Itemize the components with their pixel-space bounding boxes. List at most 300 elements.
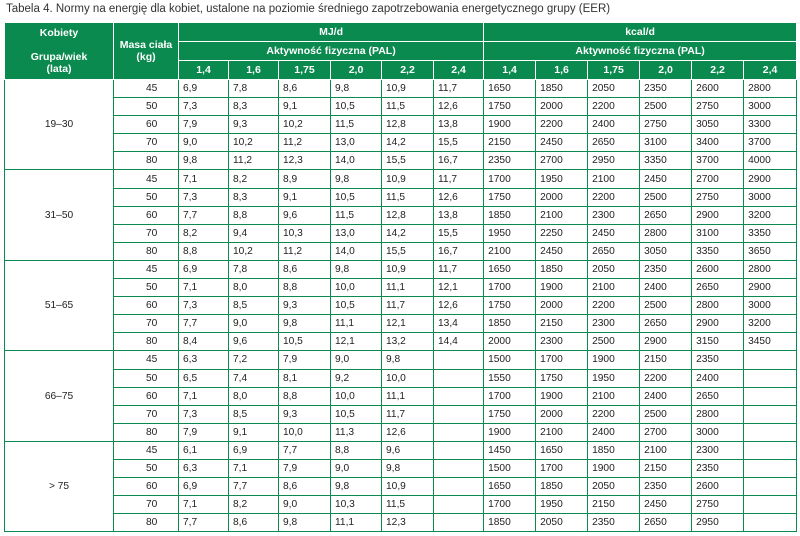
- mj-value-cell: 11,7: [382, 405, 434, 423]
- kcal-value-cell: 3000: [744, 188, 797, 206]
- kcal-value-cell: 2900: [640, 333, 692, 351]
- mj-value-cell: 16,7: [434, 152, 484, 170]
- mj-value-cell: 11,5: [382, 98, 434, 116]
- header-mass-line2: (kg): [136, 51, 156, 63]
- table-row: [5, 351, 797, 369]
- kcal-value-cell: 1950: [536, 170, 588, 188]
- body-mass-cell: 45: [114, 351, 179, 369]
- table-row: [5, 188, 797, 206]
- kcal-value-cell: 1750: [536, 369, 588, 387]
- mj-value-cell: 8,0: [229, 279, 279, 297]
- mj-value-cell: 9,6: [229, 333, 279, 351]
- kcal-value-cell: 1650: [536, 441, 588, 459]
- table-row: [5, 297, 797, 315]
- pal-level-header: 1,4: [484, 61, 536, 80]
- mj-value-cell: 7,4: [229, 369, 279, 387]
- mj-value-cell: 13,0: [331, 224, 382, 242]
- mj-value-cell: [434, 423, 484, 441]
- mj-value-cell: [434, 387, 484, 405]
- kcal-value-cell: 3400: [692, 134, 744, 152]
- mj-value-cell: 6,1: [179, 441, 229, 459]
- mj-value-cell: 10,0: [279, 423, 331, 441]
- pal-level-header: 1,6: [536, 61, 588, 80]
- kcal-value-cell: 2950: [692, 514, 744, 532]
- mj-value-cell: 10,3: [279, 224, 331, 242]
- table-body: [5, 80, 797, 532]
- header-age-line3: (lata): [46, 63, 72, 76]
- pal-level-header: 1,75: [588, 61, 640, 80]
- mj-value-cell: 9,3: [279, 405, 331, 423]
- kcal-value-cell: 2400: [588, 116, 640, 134]
- kcal-value-cell: 2800: [640, 224, 692, 242]
- mj-value-cell: 8,9: [279, 170, 331, 188]
- mj-value-cell: 8,6: [229, 514, 279, 532]
- pal-level-header: 2,4: [744, 61, 797, 80]
- kcal-value-cell: 1700: [484, 496, 536, 514]
- kcal-value-cell: 3200: [744, 206, 797, 224]
- kcal-value-cell: 2200: [536, 116, 588, 134]
- header-kcal: kcal/d: [484, 23, 797, 42]
- mj-value-cell: 8,2: [179, 224, 229, 242]
- table-row: [5, 206, 797, 224]
- mj-value-cell: 8,5: [229, 405, 279, 423]
- kcal-value-cell: 2300: [692, 441, 744, 459]
- kcal-value-cell: 1750: [484, 297, 536, 315]
- header-body-mass: [114, 23, 179, 80]
- kcal-value-cell: 2300: [536, 333, 588, 351]
- mj-value-cell: [434, 478, 484, 496]
- kcal-value-cell: 2000: [536, 297, 588, 315]
- kcal-value-cell: 2500: [640, 98, 692, 116]
- kcal-value-cell: [744, 459, 797, 477]
- kcal-value-cell: 3300: [744, 116, 797, 134]
- body-mass-cell: 60: [114, 387, 179, 405]
- mj-value-cell: 7,7: [179, 206, 229, 224]
- mj-value-cell: 7,7: [229, 478, 279, 496]
- table-row: [5, 260, 797, 278]
- mj-value-cell: 9,1: [229, 423, 279, 441]
- mj-value-cell: 10,5: [331, 297, 382, 315]
- kcal-value-cell: 2000: [484, 333, 536, 351]
- mj-value-cell: 7,9: [279, 351, 331, 369]
- kcal-value-cell: 2350: [640, 478, 692, 496]
- kcal-value-cell: 2400: [692, 369, 744, 387]
- kcal-value-cell: [744, 514, 797, 532]
- kcal-value-cell: 2800: [744, 260, 797, 278]
- kcal-value-cell: 3000: [744, 297, 797, 315]
- mj-value-cell: 12,3: [279, 152, 331, 170]
- mj-value-cell: 9,3: [279, 297, 331, 315]
- kcal-value-cell: 2200: [640, 369, 692, 387]
- mj-value-cell: 12,3: [382, 514, 434, 532]
- mj-value-cell: 12,1: [331, 333, 382, 351]
- kcal-value-cell: 2150: [536, 315, 588, 333]
- kcal-value-cell: 3100: [692, 224, 744, 242]
- body-mass-cell: 80: [114, 514, 179, 532]
- mj-value-cell: 10,3: [331, 496, 382, 514]
- mj-value-cell: 6,3: [179, 351, 229, 369]
- kcal-value-cell: 1900: [484, 116, 536, 134]
- mj-value-cell: 9,8: [331, 260, 382, 278]
- mj-value-cell: 12,6: [382, 423, 434, 441]
- kcal-value-cell: 3050: [640, 242, 692, 260]
- kcal-value-cell: 1850: [536, 260, 588, 278]
- kcal-value-cell: [744, 387, 797, 405]
- kcal-value-cell: 2600: [692, 478, 744, 496]
- mj-value-cell: 11,7: [434, 80, 484, 98]
- mj-value-cell: [434, 351, 484, 369]
- mj-value-cell: 12,1: [382, 315, 434, 333]
- kcal-value-cell: 1700: [484, 170, 536, 188]
- kcal-value-cell: 2750: [692, 496, 744, 514]
- body-mass-cell: 45: [114, 80, 179, 98]
- mj-value-cell: 8,4: [179, 333, 229, 351]
- mj-value-cell: 9,8: [382, 351, 434, 369]
- mj-value-cell: 9,8: [279, 315, 331, 333]
- mj-value-cell: 7,3: [179, 405, 229, 423]
- kcal-value-cell: 3700: [744, 134, 797, 152]
- body-mass-cell: 60: [114, 478, 179, 496]
- kcal-value-cell: 3000: [692, 423, 744, 441]
- mj-value-cell: 7,8: [229, 260, 279, 278]
- mj-value-cell: 7,3: [179, 188, 229, 206]
- mj-value-cell: 11,1: [331, 315, 382, 333]
- mj-value-cell: 9,0: [229, 315, 279, 333]
- mj-value-cell: 8,5: [229, 297, 279, 315]
- mj-value-cell: 6,9: [179, 478, 229, 496]
- pal-level-header: 2,0: [331, 61, 382, 80]
- table-row: [5, 514, 797, 532]
- mj-value-cell: 9,1: [279, 98, 331, 116]
- body-mass-cell: 70: [114, 224, 179, 242]
- mj-value-cell: 11,2: [279, 242, 331, 260]
- mj-value-cell: 8,8: [179, 242, 229, 260]
- mj-value-cell: 10,2: [279, 116, 331, 134]
- body-mass-cell: 50: [114, 188, 179, 206]
- mj-value-cell: 12,1: [434, 279, 484, 297]
- kcal-value-cell: 2100: [640, 441, 692, 459]
- kcal-value-cell: 2000: [536, 188, 588, 206]
- mj-value-cell: 14,2: [382, 224, 434, 242]
- kcal-value-cell: 2050: [588, 478, 640, 496]
- kcal-value-cell: 2900: [692, 315, 744, 333]
- mj-value-cell: 10,9: [382, 80, 434, 98]
- kcal-value-cell: 2200: [588, 297, 640, 315]
- pal-level-header: 1,4: [179, 61, 229, 80]
- kcal-value-cell: 2950: [588, 152, 640, 170]
- body-mass-cell: 80: [114, 152, 179, 170]
- table-row: [5, 242, 797, 260]
- mj-value-cell: 8,6: [279, 80, 331, 98]
- mj-value-cell: 12,6: [434, 188, 484, 206]
- kcal-value-cell: 2500: [640, 297, 692, 315]
- table-row: [5, 279, 797, 297]
- kcal-value-cell: 2700: [692, 170, 744, 188]
- kcal-value-cell: 2100: [588, 387, 640, 405]
- mj-value-cell: 8,0: [229, 387, 279, 405]
- age-group-cell: 31–50: [5, 170, 114, 260]
- kcal-value-cell: 3450: [744, 333, 797, 351]
- kcal-value-cell: 2700: [640, 423, 692, 441]
- table-row: [5, 478, 797, 496]
- kcal-value-cell: 2650: [692, 279, 744, 297]
- kcal-value-cell: 2400: [588, 423, 640, 441]
- mj-value-cell: 10,9: [382, 478, 434, 496]
- mj-value-cell: 8,8: [279, 279, 331, 297]
- kcal-value-cell: 3150: [692, 333, 744, 351]
- mj-value-cell: 8,6: [279, 260, 331, 278]
- kcal-value-cell: 2100: [588, 279, 640, 297]
- kcal-value-cell: 2900: [692, 206, 744, 224]
- table-row: [5, 170, 797, 188]
- kcal-value-cell: 2350: [692, 459, 744, 477]
- mj-value-cell: 7,7: [279, 441, 331, 459]
- mj-value-cell: 14,4: [434, 333, 484, 351]
- mj-value-cell: 9,1: [279, 188, 331, 206]
- age-group-cell: 51–65: [5, 260, 114, 350]
- kcal-value-cell: 2350: [640, 260, 692, 278]
- age-group-cell: > 75: [5, 441, 114, 531]
- mj-value-cell: 11,5: [382, 496, 434, 514]
- pal-level-header: 2,2: [692, 61, 744, 80]
- kcal-value-cell: [744, 351, 797, 369]
- kcal-value-cell: [744, 423, 797, 441]
- kcal-value-cell: 2100: [588, 170, 640, 188]
- kcal-value-cell: 2050: [536, 514, 588, 532]
- mj-value-cell: [434, 496, 484, 514]
- mj-value-cell: 9,8: [331, 170, 382, 188]
- mj-value-cell: 7,3: [179, 297, 229, 315]
- mj-value-cell: 6,3: [179, 459, 229, 477]
- table-row: [5, 315, 797, 333]
- mj-value-cell: 8,6: [279, 478, 331, 496]
- kcal-value-cell: 2400: [640, 279, 692, 297]
- mj-value-cell: 9,0: [179, 134, 229, 152]
- mj-value-cell: 10,5: [331, 98, 382, 116]
- kcal-value-cell: 1700: [484, 279, 536, 297]
- kcal-value-cell: 2650: [640, 514, 692, 532]
- kcal-value-cell: 2300: [588, 315, 640, 333]
- mj-value-cell: 7,1: [179, 279, 229, 297]
- mj-value-cell: 11,3: [331, 423, 382, 441]
- header-age-group: [5, 23, 114, 80]
- mj-value-cell: 9,8: [279, 514, 331, 532]
- kcal-value-cell: 1700: [536, 459, 588, 477]
- kcal-value-cell: 2100: [536, 423, 588, 441]
- mj-value-cell: 8,8: [279, 387, 331, 405]
- kcal-value-cell: 2000: [536, 98, 588, 116]
- table-row: [5, 80, 797, 98]
- table-row: [5, 441, 797, 459]
- mj-value-cell: 12,8: [382, 116, 434, 134]
- age-group-cell: 66–75: [5, 351, 114, 441]
- mj-value-cell: 8,8: [331, 441, 382, 459]
- mj-value-cell: 12,6: [434, 297, 484, 315]
- mj-value-cell: 11,1: [382, 387, 434, 405]
- table-row: [5, 405, 797, 423]
- mj-value-cell: 8,1: [279, 369, 331, 387]
- mj-value-cell: 9,8: [382, 459, 434, 477]
- mj-value-cell: [434, 405, 484, 423]
- kcal-value-cell: 1900: [588, 351, 640, 369]
- kcal-value-cell: 2100: [484, 242, 536, 260]
- kcal-value-cell: 3700: [692, 152, 744, 170]
- mj-value-cell: [434, 459, 484, 477]
- kcal-value-cell: 2450: [536, 242, 588, 260]
- kcal-value-cell: [744, 496, 797, 514]
- kcal-value-cell: 4000: [744, 152, 797, 170]
- kcal-value-cell: 2750: [692, 98, 744, 116]
- kcal-value-cell: 2650: [640, 206, 692, 224]
- mj-value-cell: 14,0: [331, 152, 382, 170]
- kcal-value-cell: [744, 478, 797, 496]
- table-row: [5, 333, 797, 351]
- kcal-value-cell: 1900: [536, 279, 588, 297]
- mj-value-cell: 15,5: [382, 152, 434, 170]
- header-pal-kcal: Aktywność fizyczna (PAL): [484, 42, 797, 61]
- mj-value-cell: 7,9: [179, 423, 229, 441]
- mj-value-cell: 10,9: [382, 260, 434, 278]
- mj-value-cell: 10,5: [331, 405, 382, 423]
- body-mass-cell: 70: [114, 496, 179, 514]
- body-mass-cell: 60: [114, 206, 179, 224]
- mj-value-cell: 7,1: [179, 170, 229, 188]
- body-mass-cell: 70: [114, 315, 179, 333]
- mj-value-cell: 9,6: [382, 441, 434, 459]
- pal-level-header: 2,2: [382, 61, 434, 80]
- body-mass-cell: 50: [114, 98, 179, 116]
- mj-value-cell: 10,0: [382, 369, 434, 387]
- mj-value-cell: 10,9: [382, 170, 434, 188]
- mj-value-cell: [434, 441, 484, 459]
- mj-value-cell: 10,5: [331, 188, 382, 206]
- mj-value-cell: 11,2: [279, 134, 331, 152]
- kcal-value-cell: 3350: [692, 242, 744, 260]
- kcal-value-cell: 1650: [484, 80, 536, 98]
- mj-value-cell: 11,5: [331, 206, 382, 224]
- mj-value-cell: 9,4: [229, 224, 279, 242]
- kcal-value-cell: 2800: [692, 405, 744, 423]
- energy-norms-table: [4, 22, 797, 532]
- mj-value-cell: 9,2: [331, 369, 382, 387]
- header-pal-mj: Aktywność fizyczna (PAL): [179, 42, 484, 61]
- kcal-value-cell: 1950: [536, 496, 588, 514]
- kcal-value-cell: 1650: [484, 478, 536, 496]
- kcal-value-cell: 2450: [640, 170, 692, 188]
- kcal-value-cell: 2300: [588, 206, 640, 224]
- kcal-value-cell: 2150: [484, 134, 536, 152]
- mj-value-cell: 11,2: [229, 152, 279, 170]
- mj-value-cell: 6,9: [229, 441, 279, 459]
- kcal-value-cell: 3650: [744, 242, 797, 260]
- mj-value-cell: 15,5: [434, 224, 484, 242]
- pal-level-header: 1,75: [279, 61, 331, 80]
- table-row: [5, 369, 797, 387]
- mj-value-cell: 14,0: [331, 242, 382, 260]
- kcal-value-cell: 1950: [588, 369, 640, 387]
- mj-value-cell: 13,2: [382, 333, 434, 351]
- body-mass-cell: 60: [114, 297, 179, 315]
- kcal-value-cell: 3350: [640, 152, 692, 170]
- table-row: [5, 459, 797, 477]
- pal-level-header: 2,0: [640, 61, 692, 80]
- body-mass-cell: 70: [114, 134, 179, 152]
- kcal-value-cell: 2800: [744, 80, 797, 98]
- kcal-value-cell: 1850: [536, 80, 588, 98]
- kcal-value-cell: 1700: [536, 351, 588, 369]
- mj-value-cell: 11,7: [434, 260, 484, 278]
- kcal-value-cell: 2000: [536, 405, 588, 423]
- kcal-value-cell: 2500: [588, 333, 640, 351]
- mj-value-cell: 13,8: [434, 206, 484, 224]
- body-mass-cell: 50: [114, 369, 179, 387]
- mj-value-cell: 7,9: [179, 116, 229, 134]
- mj-value-cell: 9,0: [331, 459, 382, 477]
- body-mass-cell: 50: [114, 459, 179, 477]
- kcal-value-cell: 2500: [640, 405, 692, 423]
- mj-value-cell: 15,5: [382, 242, 434, 260]
- mj-value-cell: 7,7: [179, 315, 229, 333]
- kcal-value-cell: 2400: [640, 387, 692, 405]
- kcal-value-cell: 2150: [640, 351, 692, 369]
- mj-value-cell: 12,8: [382, 206, 434, 224]
- mj-value-cell: 7,1: [179, 496, 229, 514]
- mj-value-cell: 9,0: [331, 351, 382, 369]
- mj-value-cell: 14,2: [382, 134, 434, 152]
- table-row: [5, 152, 797, 170]
- mj-value-cell: 7,8: [229, 80, 279, 98]
- mj-value-cell: 7,1: [229, 459, 279, 477]
- body-mass-cell: 70: [114, 405, 179, 423]
- header-age-line1: Kobiety: [39, 26, 79, 39]
- kcal-value-cell: 2250: [536, 224, 588, 242]
- table-row: [5, 423, 797, 441]
- mj-value-cell: 11,5: [331, 116, 382, 134]
- mj-value-cell: 11,7: [434, 170, 484, 188]
- kcal-value-cell: 1850: [484, 315, 536, 333]
- kcal-value-cell: 1850: [484, 206, 536, 224]
- pal-level-header: 1,6: [229, 61, 279, 80]
- mj-value-cell: 6,9: [179, 260, 229, 278]
- table-row: [5, 116, 797, 134]
- kcal-value-cell: 1700: [484, 387, 536, 405]
- mj-value-cell: 11,5: [382, 188, 434, 206]
- mj-value-cell: 7,7: [179, 514, 229, 532]
- mj-value-cell: 9,8: [179, 152, 229, 170]
- body-mass-cell: 60: [114, 116, 179, 134]
- kcal-value-cell: 2200: [588, 98, 640, 116]
- kcal-value-cell: 1500: [484, 351, 536, 369]
- kcal-value-cell: 2600: [692, 80, 744, 98]
- kcal-value-cell: 2050: [588, 260, 640, 278]
- kcal-value-cell: 2450: [536, 134, 588, 152]
- mj-value-cell: 9,3: [229, 116, 279, 134]
- kcal-value-cell: 2650: [640, 315, 692, 333]
- kcal-value-cell: 1900: [484, 423, 536, 441]
- table-row: [5, 98, 797, 116]
- kcal-value-cell: 3200: [744, 315, 797, 333]
- mj-value-cell: 7,2: [229, 351, 279, 369]
- kcal-value-cell: 2350: [640, 80, 692, 98]
- mj-value-cell: 13,4: [434, 315, 484, 333]
- kcal-value-cell: 1750: [484, 98, 536, 116]
- mj-value-cell: 9,0: [279, 496, 331, 514]
- kcal-value-cell: 2700: [536, 152, 588, 170]
- kcal-value-cell: 2200: [588, 188, 640, 206]
- mj-value-cell: 7,3: [179, 98, 229, 116]
- header-age-line2: Grupa/wiek: [30, 51, 88, 63]
- kcal-value-cell: [744, 441, 797, 459]
